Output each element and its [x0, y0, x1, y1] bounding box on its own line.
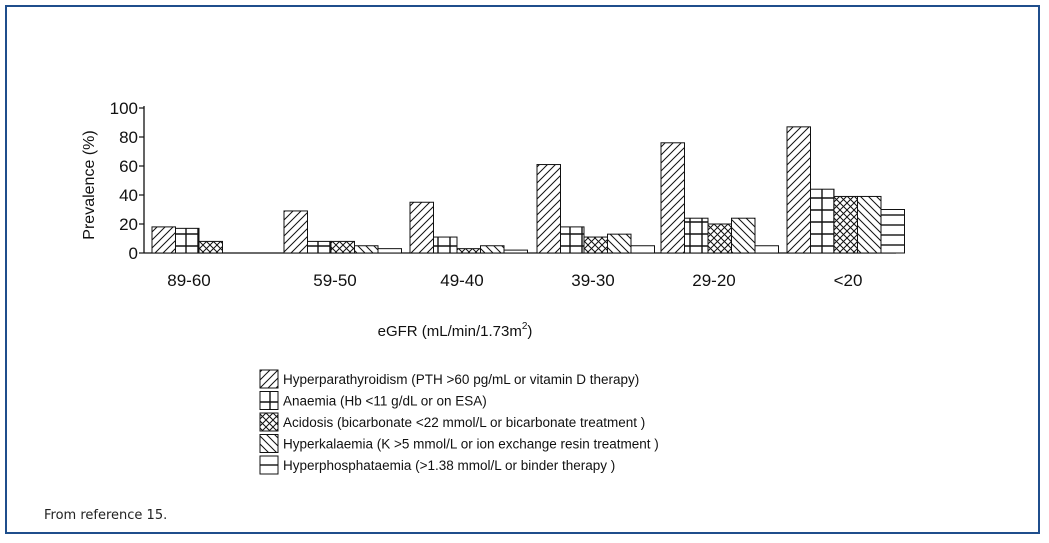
legend-label: Hyperkalaemia (K >5 mmol/L or ion exchange resin treatment )	[283, 436, 659, 452]
bar-grid-2920	[685, 218, 709, 253]
bar-grid-4940	[434, 237, 458, 253]
y-ticks	[110, 99, 144, 263]
bar-diagonal-back-4940	[481, 246, 505, 253]
bar-crosshatch-5950	[331, 241, 355, 253]
bar-crosshatch-2920	[708, 224, 732, 253]
bar-grid-20	[811, 189, 835, 253]
bar-diagonal-forward-5950	[284, 211, 308, 253]
bar-diagonal-back-2920	[732, 218, 756, 253]
bar-horizontal-3930	[631, 246, 655, 253]
y-tick-label: 60	[119, 157, 138, 176]
bars	[152, 127, 905, 253]
bar-crosshatch-20	[834, 196, 858, 253]
bar-grid-8960	[176, 228, 200, 253]
y-axis-label: Prevalence (%)	[81, 130, 98, 240]
bar-horizontal-20	[881, 210, 905, 254]
y-tick-label: 0	[128, 244, 138, 263]
legend-label: Hyperphosphataemia (>1.38 mmol/L or binder therapy )	[283, 458, 616, 473]
x-tick-labels	[167, 271, 862, 290]
bar-diagonal-forward-4940	[410, 202, 434, 253]
x-axis-label-close: )	[527, 323, 533, 340]
bar-horizontal-4940	[504, 250, 528, 253]
legend-label: Hyperparathyroidism (PTH >60 pg/mL or vitamin D therapy)	[283, 372, 640, 387]
y-tick-label: 20	[119, 215, 138, 234]
legend-swatch-diagonal-forward	[260, 370, 278, 388]
x-tick-label: 29-20	[692, 271, 736, 290]
bar-diagonal-forward-20	[787, 127, 811, 253]
x-tick-label: 59-50	[313, 271, 357, 290]
bar-crosshatch-8960	[199, 241, 223, 253]
x-tick-label: 39-30	[571, 271, 615, 290]
bar-diagonal-back-20	[858, 196, 882, 253]
bar-diagonal-forward-8960	[152, 227, 176, 253]
legend-swatch-crosshatch	[260, 413, 278, 431]
legend-label: Anaemia (Hb <11 g/dL or on ESA)	[283, 393, 487, 409]
x-axis-label-sup: 2	[521, 321, 528, 332]
bar-horizontal-5950	[378, 249, 402, 253]
bar-grid-3930	[561, 227, 585, 253]
legend-swatch-horizontal	[260, 456, 278, 474]
y-tick-label: 80	[119, 128, 138, 147]
figure-caption: From reference 15.	[44, 508, 168, 523]
bar-crosshatch-4940	[457, 249, 481, 253]
legend-swatch-diagonal-back	[260, 435, 278, 453]
bar-diagonal-back-3930	[608, 234, 632, 253]
bar-horizontal-2920	[755, 246, 779, 253]
bar-crosshatch-3930	[584, 237, 608, 253]
x-tick-label: 89-60	[167, 271, 211, 290]
legend-swatch-grid	[260, 392, 278, 410]
bar-diagonal-back-5950	[355, 246, 379, 253]
x-axis-label	[378, 321, 533, 340]
bar-diagonal-forward-3930	[537, 165, 561, 253]
bar-diagonal-forward-2920	[661, 143, 685, 253]
y-tick-label: 40	[119, 186, 138, 205]
axes	[144, 106, 896, 253]
legend	[260, 370, 659, 474]
x-tick-label: 49-40	[440, 271, 484, 290]
legend-label: Acidosis (bicarbonate <22 mmol/L or bicarbonate treatment )	[283, 415, 646, 430]
y-tick-label: 100	[109, 99, 138, 118]
x-axis-label-main: eGFR (mL/min/1.73m	[377, 323, 522, 340]
bar-grid-5950	[308, 241, 332, 253]
x-tick-label: <20	[833, 271, 863, 290]
